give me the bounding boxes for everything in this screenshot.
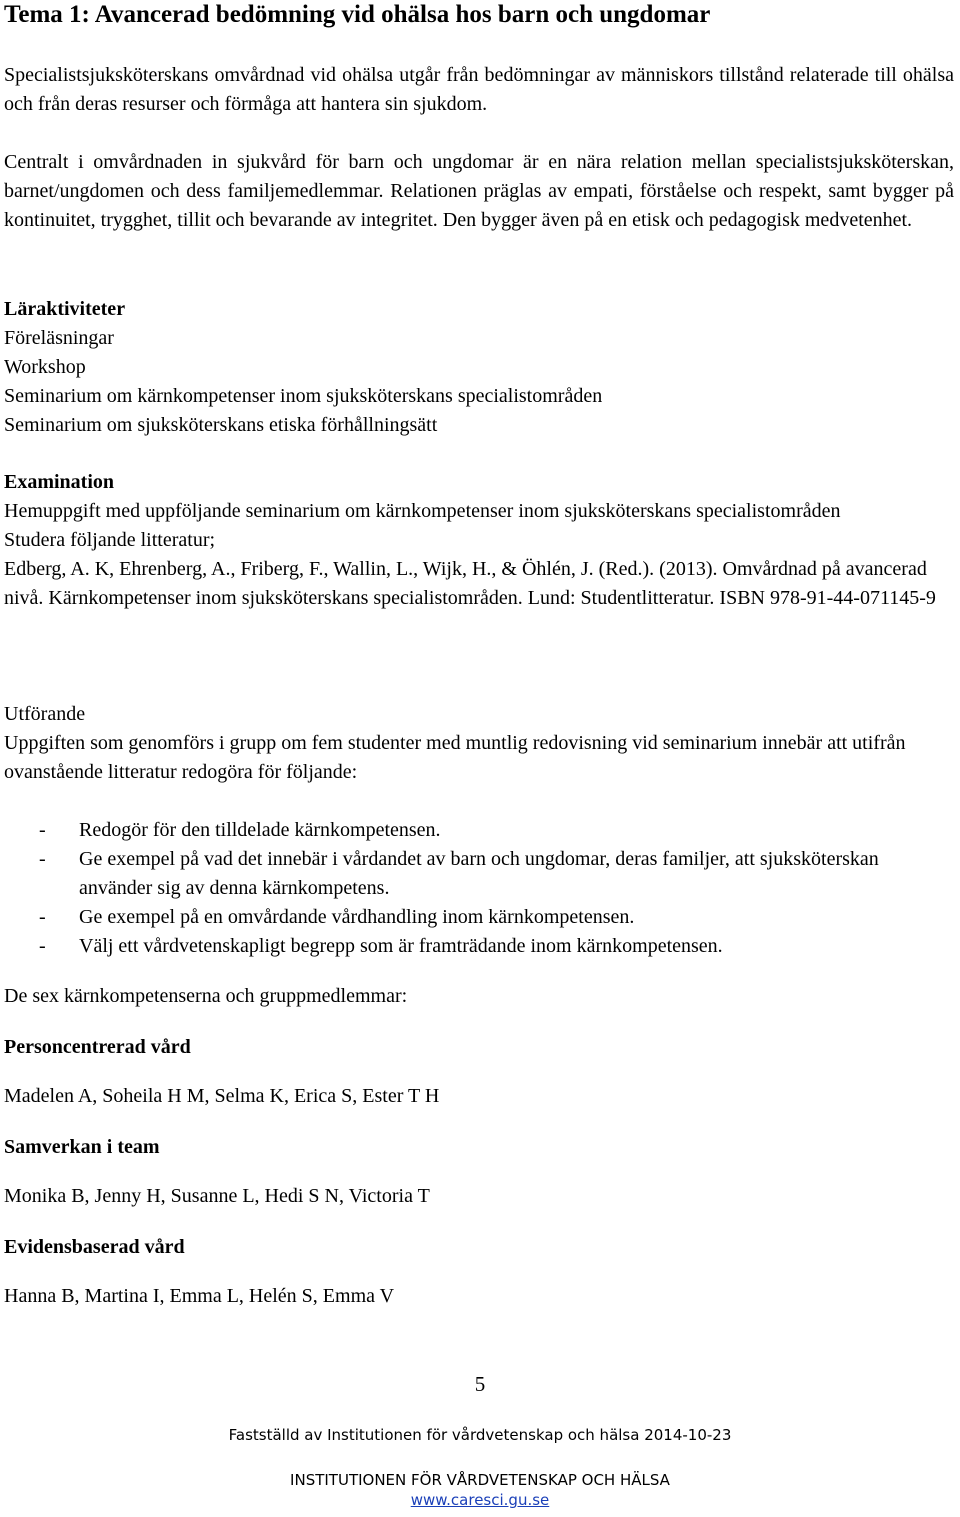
bullet-dash: - xyxy=(39,848,46,870)
list-item: - Ge exempel på en omvårdande vårdhandling inom kärnkompetensen. xyxy=(4,903,954,932)
bullet-dash: - xyxy=(39,819,46,841)
utforande-section xyxy=(4,700,954,787)
examination-task: Hemuppgift med uppföljande seminarium om kärnkompetenser inom sjuksköterskans specialistområden xyxy=(4,500,841,522)
group-heading-evidensbaserad: Evidensbaserad vård xyxy=(4,1236,185,1258)
group-members-personcentrerad: Madelen A, Soheila H M, Selma K, Erica S, Ester T H xyxy=(4,1085,440,1107)
activity-item: Seminarium om sjuksköterskans etiska förhållningsätt xyxy=(4,414,438,436)
page-number: 5 xyxy=(474,1372,486,1396)
list-item: - Ge exempel på vad det innebär i vårdandet av barn och ungdomar, deras familjer, att sjuksköterskan använder sig av denna kärnkompetens. xyxy=(4,845,954,903)
laraktiviteter-heading: Läraktiviteter xyxy=(4,298,126,320)
group-heading-personcentrerad: Personcentrerad vård xyxy=(4,1036,191,1058)
footer-institution-block xyxy=(0,1470,960,1510)
groups-intro: De sex kärnkompetenserna och gruppmedlemmar: xyxy=(4,985,408,1007)
activity-item: Workshop xyxy=(4,356,86,378)
literature-reference: Edberg, A. K, Ehrenberg, A., Friberg, F., Wallin, L., Wijk, H., & Öhlén, J. (Red.). (2013). Omvårdnad på avancerad nivå. Kärnkompetenser inom sjuksköterskans specialistområden. Lund: Studentlitteratur. ISBN 978-91-44-071145-9 xyxy=(4,558,936,609)
footer-website-link[interactable]: www.caresci.gu.se xyxy=(410,1491,550,1509)
laraktiviteter-section xyxy=(4,295,954,440)
literature-instruction: Studera följande litteratur; xyxy=(4,529,216,551)
intro-paragraph-2: Centralt i omvårdnaden in sjukvård för barn och ungdomar är en nära relation mellan specialistsjuksköterskan, barnet/ungdomen och dess familjemedlemmar. Relationen präglas av empati, förståelse och respekt, samt bygger på kontinuitet, trygghet, tillit och bevarande av integritet. Den bygger även på en etisk och pedagogisk medvetenhet. xyxy=(4,151,954,231)
page-title: Tema 1: Avancerad bedömning vid ohälsa hos barn och ungdomar xyxy=(4,1,711,28)
examination-section xyxy=(4,468,954,613)
activity-item: Seminarium om kärnkompetenser inom sjuksköterskans specialistområden xyxy=(4,385,603,407)
utforande-text: Uppgiften som genomförs i grupp om fem studenter med muntlig redovisning vid seminarium innebär att utifrån ovanstående litteratur redogöra för följande: xyxy=(4,732,906,783)
intro-paragraph-1: Specialistsjuksköterskans omvårdnad vid ohälsa utgår från bedömningar av människors tillstånd relaterade till ohälsa och från deras resurser och förmåga att hantera sin sjukdom. xyxy=(4,64,954,115)
bullet-dash: - xyxy=(39,935,46,957)
group-members-samverkan: Monika B, Jenny H, Susanne L, Hedi S N, Victoria T xyxy=(4,1185,430,1207)
utforande-heading: Utförande xyxy=(4,703,86,725)
bullet-dash: - xyxy=(39,906,46,928)
activity-item: Föreläsningar xyxy=(4,327,114,349)
footer-institution: INSTITUTIONEN FÖR VÅRDVETENSKAP OCH HÄLSA xyxy=(290,1471,670,1489)
list-item: - Välj ett vårdvetenskapligt begrepp som är framträdande inom kärnkompetensen. xyxy=(4,932,954,961)
group-heading-samverkan: Samverkan i team xyxy=(4,1136,160,1158)
group-members-evidensbaserad: Hanna B, Martina I, Emma L, Helén S, Emma V xyxy=(4,1285,395,1307)
examination-heading: Examination xyxy=(4,471,115,493)
list-item: - Redogör för den tilldelade kärnkompetensen. xyxy=(4,816,954,845)
footer-established: Fastställd av Institutionen för vårdvetenskap och hälsa 2014-10-23 xyxy=(228,1426,732,1444)
utforande-list xyxy=(4,816,954,961)
